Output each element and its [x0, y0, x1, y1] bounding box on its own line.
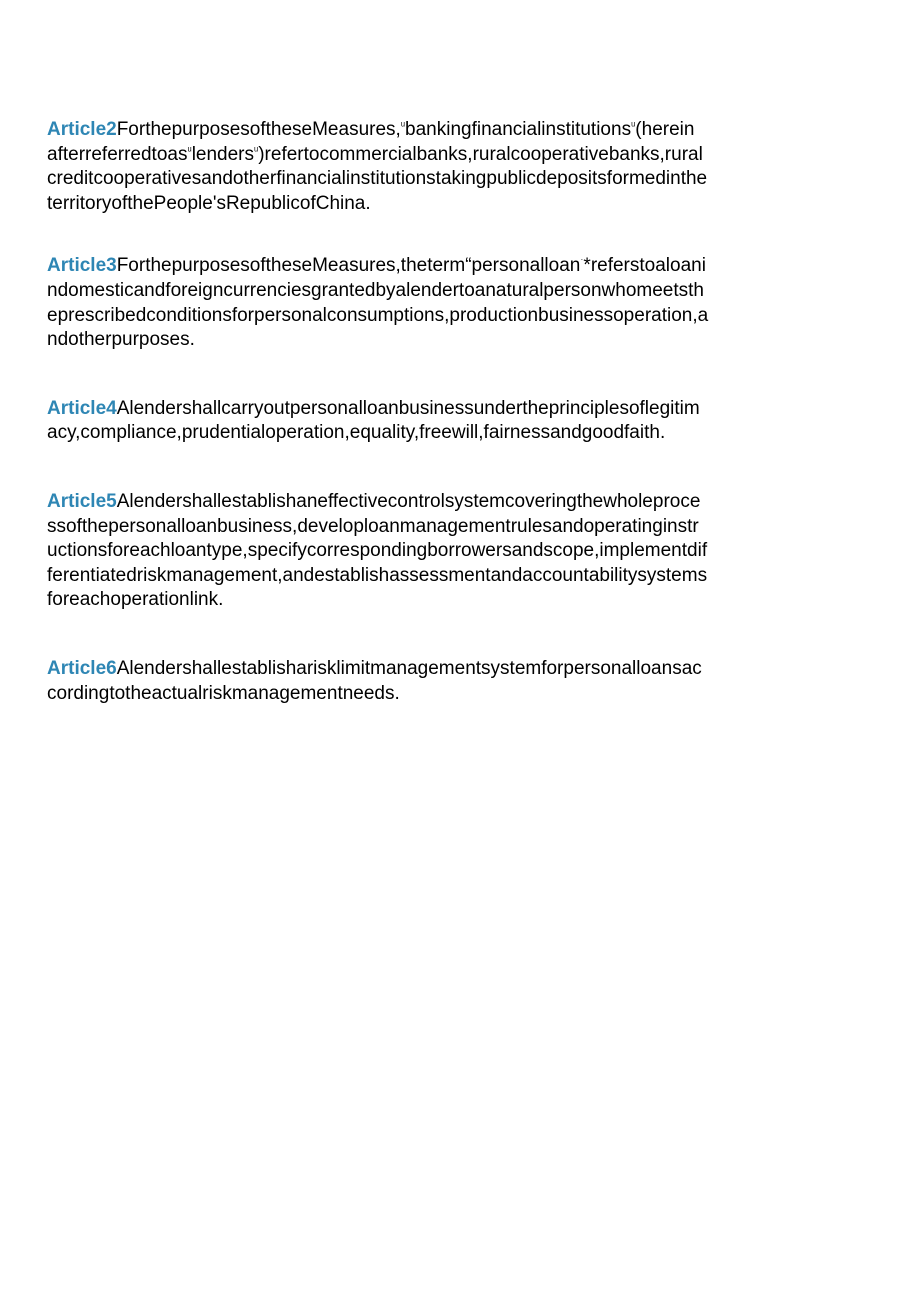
article-line: creditcooperativesandotherfinancialinstitutionstakingpublicdepositsformedinthe: [47, 168, 708, 190]
article-line: Article3ForthepurposesoftheseMeasures,theterm“personalloan$^ˑ$*referstoaloani: [47, 255, 706, 277]
quote-mark: ᵘ: [631, 120, 636, 132]
article-number: Article2: [47, 119, 117, 140]
quote-mark: ᵘ: [254, 144, 259, 157]
article-line: Article6Alendershallestablisharisklimitmanagementsystemforpersonalloansac: [47, 657, 702, 679]
article-line: afterreferredtoas$^ᵘ$lenders$^ᵘ$)refertocommercialbanks,ruralcooperativebanks,rural: [47, 143, 703, 165]
article-number: Article5: [47, 490, 117, 512]
article-line: Article5Alendershallestablishaneffectivecontrolsystemcoveringthewholeproce: [47, 490, 701, 512]
article-number: Article3: [47, 255, 117, 277]
article-line: foreachoperationlink.: [47, 589, 224, 611]
article-line: ndotherpurposes.: [47, 329, 195, 351]
quote-mark: ᵘ: [187, 144, 192, 157]
article-4: [47, 397, 807, 446]
article-line: acy,compliance,prudentialoperation,equality,freewill,fairnessandgoodfaith.: [47, 422, 666, 444]
article-number: Article4: [47, 397, 117, 419]
quote-mark: ᵘ: [400, 120, 406, 132]
article-line: uctionsforeachloantype,specifycorrespondingborrowersandscope,implementdif: [47, 540, 708, 562]
article-6: [47, 657, 807, 706]
article-line: cordingtotheactualriskmanagementneeds.: [47, 682, 400, 704]
article-3: [47, 254, 807, 352]
article-line: ferentiatedriskmanagement,andestablishassessmentandaccountabilitysystems: [47, 564, 708, 586]
article-line: Article4Alendershallcarryoutpersonalloanbusinessundertheprinciplesoflegitim: [47, 397, 700, 419]
article-line: territoryofthePeople'sRepublicofChina.: [47, 192, 371, 214]
article-line: eprescribedconditionsforpersonalconsumptions,productionbusinessoperation,a: [47, 304, 709, 326]
article-5: [47, 490, 807, 613]
article-2: [47, 118, 807, 216]
article-number: Article6: [47, 657, 117, 679]
quote-mark: ˑ: [580, 256, 584, 269]
article-line: ssofthepersonalloanbusiness,developloanmanagementrulesandoperatinginstr: [47, 515, 699, 537]
article-line: Article2ForthepurposesoftheseMeasures,$^ᵘ$bankingfinancialinstitutions$^ᵘ$(herein: [47, 119, 695, 140]
article-line: ndomesticandforeigncurrenciesgrantedbyalendertoanaturalpersonwhomeetsth: [47, 279, 704, 301]
document-page: [47, 118, 807, 744]
